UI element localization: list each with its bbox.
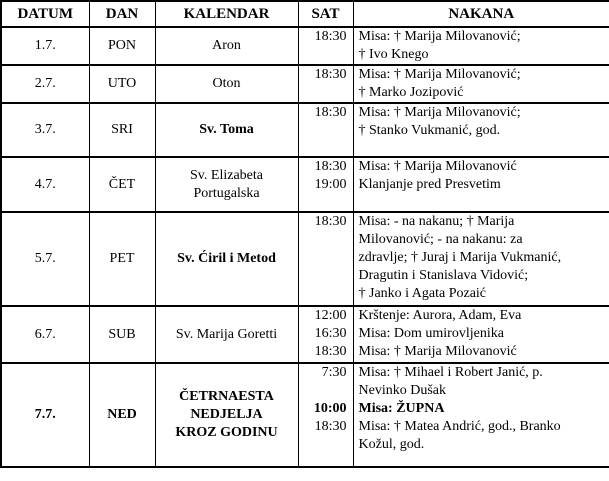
time-cell: 18:30 [298,212,353,306]
day-cell: PON [89,27,155,65]
header-dan: DAN [89,1,155,27]
date-cell: 5.7. [1,212,89,306]
day-cell: NED [89,363,155,467]
day-cell: ČET [89,157,155,212]
date-cell: 2.7. [1,65,89,103]
calendar-cell: ČETRNAESTA NEDJELJA KROZ GODINU [155,363,298,467]
intention-cell: Misa: † Marija Milovanović; † Ivo Knego [353,27,609,65]
time-cell: 7:30 10:00 18:30 [298,363,353,467]
header-datum: DATUM [1,1,89,27]
date-cell: 6.7. [1,306,89,363]
date-cell: 1.7. [1,27,89,65]
time-cell: 18:30 [298,27,353,65]
calendar-cell: Oton [155,65,298,103]
calendar-cell: Sv. Toma [155,103,298,157]
table-row [1,27,609,65]
intention-cell: Misa: † Marija Milovanović; † Stanko Vukmanić, god. [353,103,609,157]
intention-cell: Misa: † Marija Milovanović Klanjanje pred Presvetim [353,157,609,212]
intention-cell: Krštenje: Aurora, Adam, Eva Misa: Dom umirovljenika Misa: † Marija Milovanović [353,306,609,363]
calendar-cell: Aron [155,27,298,65]
day-cell: SUB [89,306,155,363]
calendar-cell: Sv. Elizabeta Portugalska [155,157,298,212]
header-sat: SAT [298,1,353,27]
calendar-cell: Sv. Ćiril i Metod [155,212,298,306]
table-row [1,157,609,212]
intention-cell: Misa: † Mihael i Robert Janić, p. Nevinko Dušak Misa: ŽUPNA Misa: † Matea Andrić, god., Branko Kožul, god. [353,363,609,467]
day-cell: SRI [89,103,155,157]
intention-cell: Misa: † Marija Milovanović; † Marko Jozipović [353,65,609,103]
time-cell: 18:30 [298,65,353,103]
table-row [1,103,609,157]
intention-cell: Misa: - na nakanu; † Marija Milovanović; - na nakanu: za zdravlje; † Juraj i Marija Vukmanić, Dragutin i Stanislava Vidović; † Janko i Agata Pozaić [353,212,609,306]
table-row [1,363,609,467]
date-cell: 3.7. [1,103,89,157]
header-nakana: NAKANA [353,1,609,27]
date-cell: 7.7. [1,363,89,467]
date-cell: 4.7. [1,157,89,212]
day-cell: UTO [89,65,155,103]
day-cell: PET [89,212,155,306]
table-row [1,306,609,363]
table-row [1,212,609,306]
calendar-cell: Sv. Marija Goretti [155,306,298,363]
header-kalendar: KALENDAR [155,1,298,27]
header-row [1,1,609,27]
time-cell: 12:00 16:30 18:30 [298,306,353,363]
time-cell: 18:30 19:00 [298,157,353,212]
table-row [1,65,609,103]
time-cell: 18:30 [298,103,353,157]
